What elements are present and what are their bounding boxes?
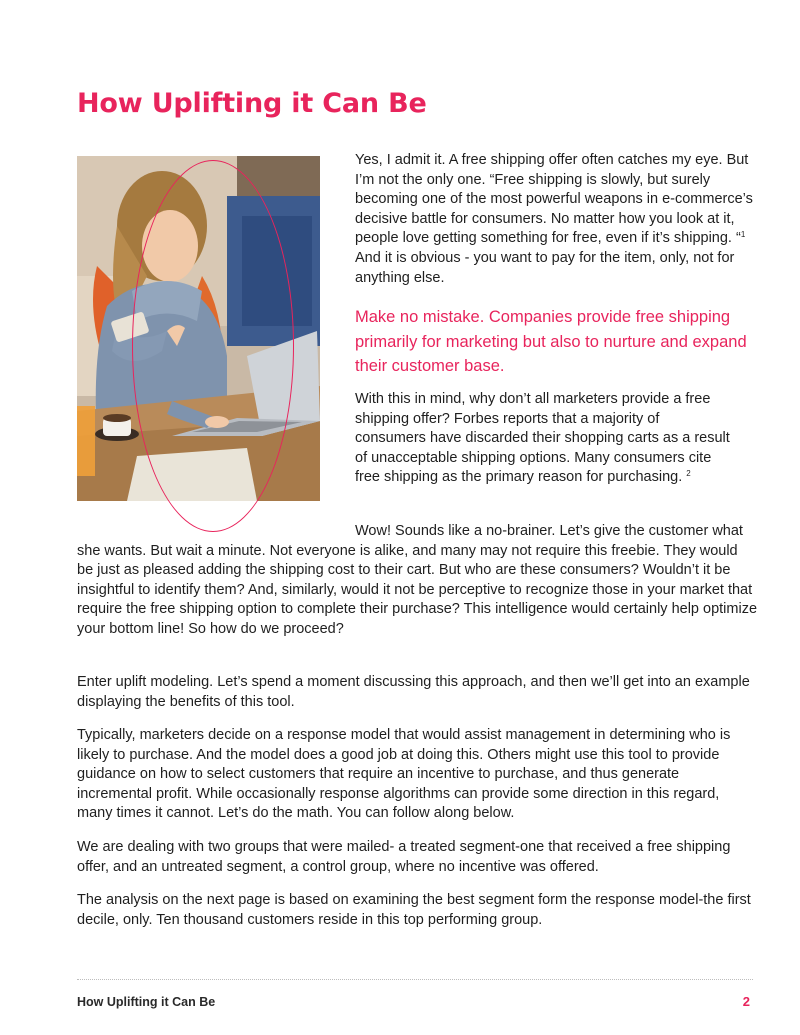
- intro-paragraph-1: Yes, I admit it. A free shipping offer often catches my eye. But I’m not the only one. “Free shipping is slowly, but surely becoming one of the most powerful weapons in e-commerce’s decisive battle for consumers. No matter how you look at it, people love getting something for free, even if it’s shipping. “$^1$ And it is obvious - you want to pay for the item, only, not for anything else.: [355, 152, 753, 286]
- footer-divider: [77, 979, 753, 980]
- footnote-ref-2: 2: [686, 469, 691, 479]
- body-paragraph-4: We are dealing with two groups that were mailed- a treated segment-one that received a free shipping offer, and an untreated segment, a control group, where no incentive was offered.: [77, 839, 731, 875]
- intro-paragraph-2: With this in mind, why don’t all marketers provide a free shipping offer? Forbes reports that a majority of consumers have discarded their shopping carts as a result of unacceptable shipping options. Many consumers cite free shipping as the primary reason for purchasing. $^2$: [355, 391, 730, 486]
- footer-title: How Uplifting it Can Be: [77, 995, 216, 1009]
- pull-quote: Make no mistake. Companies provide free shipping primarily for marketing but also to nurture and expand their customer base.: [355, 308, 747, 375]
- page-title: How Uplifting it Can Be: [77, 88, 427, 119]
- page-number: 2: [742, 994, 750, 1009]
- body-paragraph-1: Wow! Sounds like a no-brainer. Let’s give the customer what she wants. But wait a minute. Not everyone is alike, and many may not require this freebie. They would be just as pleased adding the shipping cost to their cart. But who are these consumers? Wouldn’t it be insightful to identify them? And, similarly, would it not be perceptive to recognize those in your market that require the free shipping option to complete their purchase? This intelligence would certainly help optimize your bottom line! So how do we proceed?: [77, 523, 758, 637]
- woman-shopping-photo: [77, 156, 320, 501]
- body-paragraph-5: The analysis on the next page is based on examining the best segment form the response model-the first decile, only. Ten thousand customers reside in this top performing group.: [77, 892, 751, 928]
- footnote-ref-1: 1: [740, 230, 746, 240]
- body-paragraph-3: Typically, marketers decide on a response model that would assist management in determining who is likely to purchase. And the model does a good job at doing this. Others might use this tool to provide guidance on how to select customers that require an incentive to purchase, and thus generate incremental profit. While occasionally response algorithms can provide some direction in this regard, many times it cannot. Let’s do the math. You can follow along below.: [77, 727, 731, 822]
- body-paragraph-2: Enter uplift modeling. Let’s spend a moment discussing this approach, and then we’ll get into an example displaying the benefits of this tool.: [77, 674, 750, 710]
